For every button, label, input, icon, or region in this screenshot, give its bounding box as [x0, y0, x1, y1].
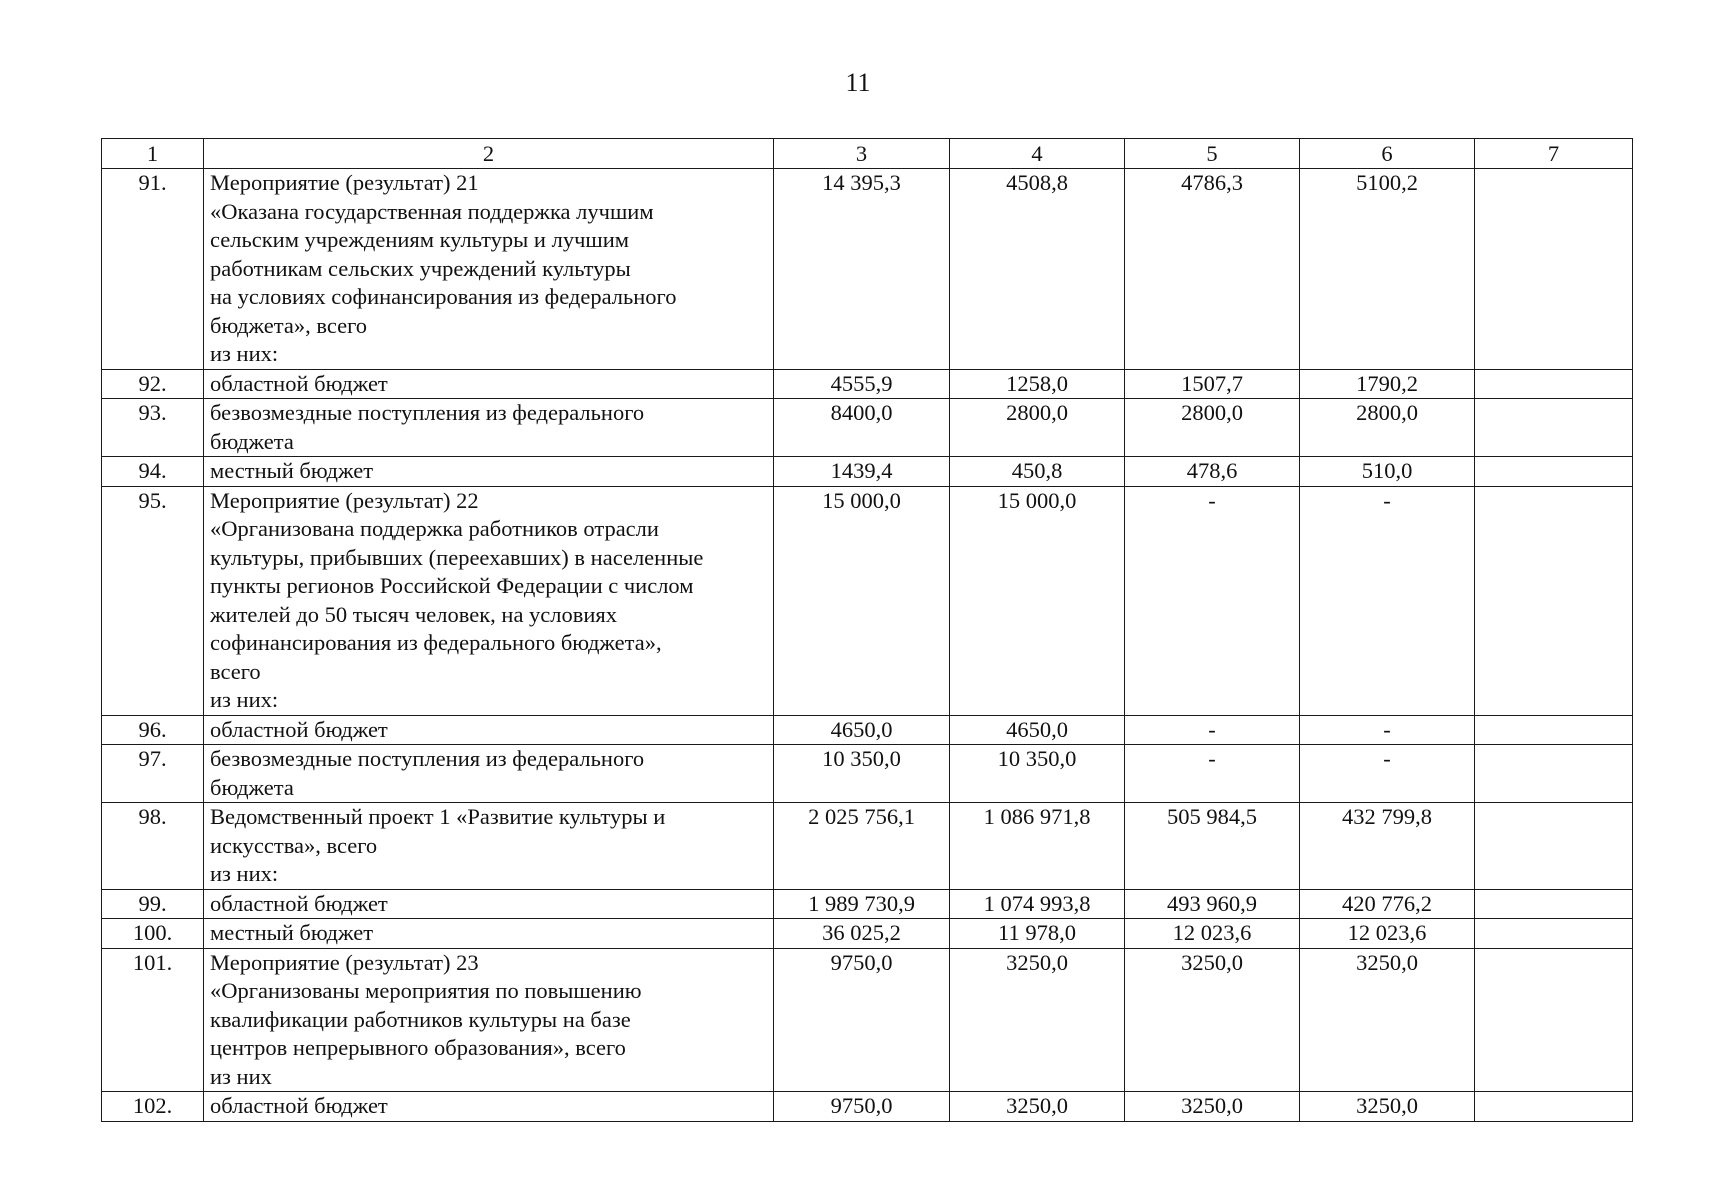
value-cell-7	[1475, 745, 1633, 803]
row-name-line: Мероприятие (результат) 22	[210, 487, 479, 513]
row-name-line: сельским учреждениям культуры и лучшим	[210, 227, 629, 252]
value-cell-5: -	[1125, 486, 1300, 715]
row-number-cell: 96.	[102, 715, 204, 745]
row-name-line: безвозмездные поступления из федерального	[210, 400, 645, 425]
row-name-cell	[204, 889, 774, 919]
value-cell-6: 510,0	[1300, 457, 1475, 487]
row-number-cell: 97.	[102, 745, 204, 803]
row-name-cell	[204, 948, 774, 1092]
value-cell-7	[1475, 486, 1633, 715]
row-number-cell: 92.	[102, 369, 204, 399]
row-name-line: Ведомственный проект 1 «Развитие культуры и	[210, 804, 666, 829]
value-cell-4: 2800,0	[950, 399, 1125, 457]
value-cell-4: 4508,8	[950, 169, 1125, 370]
value-cell-3: 15 000,0	[774, 486, 950, 715]
header-cell-2: 2	[204, 139, 774, 169]
value-cell-4: 1258,0	[950, 369, 1125, 399]
value-cell-3: 14 395,3	[774, 169, 950, 370]
table-row	[102, 169, 1633, 370]
value-cell-6: 3250,0	[1300, 948, 1475, 1092]
row-name-line: бюджета», всего	[210, 312, 368, 338]
value-cell-3: 4555,9	[774, 369, 950, 399]
value-cell-5: 3250,0	[1125, 1092, 1300, 1122]
row-name-line: безвозмездные поступления из федерального	[210, 746, 645, 771]
value-cell-4: 10 350,0	[950, 745, 1125, 803]
row-name-line: из них:	[210, 687, 279, 712]
row-name-line: из них:	[210, 861, 279, 886]
value-cell-4: 1 074 993,8	[950, 889, 1125, 919]
row-name-line: бюджета	[210, 774, 294, 800]
row-name-line: из них:	[210, 341, 279, 366]
table-row	[102, 745, 1633, 803]
row-name-line: областной бюджет	[210, 890, 388, 916]
table-row	[102, 369, 1633, 399]
row-number-cell: 93.	[102, 399, 204, 457]
row-name-line: местный бюджет	[210, 920, 374, 945]
value-cell-4: 4650,0	[950, 715, 1125, 745]
row-name-cell	[204, 486, 774, 715]
row-name-cell	[204, 169, 774, 370]
row-name-line: культуры, прибывших (переехавших) в населенные	[210, 544, 704, 570]
budget-table	[101, 138, 1633, 1122]
row-name-line: «Организованы мероприятия по повышению	[210, 978, 642, 1003]
row-name-line: софинансирования из федерального бюджета»,	[210, 630, 662, 655]
value-cell-5: 12 023,6	[1125, 919, 1300, 949]
value-cell-6: 1790,2	[1300, 369, 1475, 399]
value-cell-6: -	[1300, 486, 1475, 715]
row-name-line: из них	[210, 1063, 272, 1089]
header-cell-1: 1	[102, 139, 204, 169]
value-cell-3: 36 025,2	[774, 919, 950, 949]
value-cell-3: 9750,0	[774, 1092, 950, 1122]
value-cell-4: 11 978,0	[950, 919, 1125, 949]
table-row	[102, 889, 1633, 919]
header-cell-6: 6	[1300, 139, 1475, 169]
value-cell-6: 432 799,8	[1300, 803, 1475, 890]
value-cell-4: 3250,0	[950, 1092, 1125, 1122]
value-cell-4: 450,8	[950, 457, 1125, 487]
row-name-line: искусства», всего	[210, 832, 378, 858]
row-name-cell	[204, 457, 774, 487]
value-cell-5: 1507,7	[1125, 369, 1300, 399]
value-cell-3: 8400,0	[774, 399, 950, 457]
row-name-cell	[204, 715, 774, 745]
table-row	[102, 1092, 1633, 1122]
value-cell-7	[1475, 457, 1633, 487]
value-cell-6: 12 023,6	[1300, 919, 1475, 949]
row-name-line: «Оказана государственная поддержка лучшим	[210, 198, 654, 224]
value-cell-5: 478,6	[1125, 457, 1300, 487]
row-number-cell: 101.	[102, 948, 204, 1092]
header-cell-7: 7	[1475, 139, 1633, 169]
value-cell-6: 420 776,2	[1300, 889, 1475, 919]
table-row	[102, 948, 1633, 1092]
value-cell-7	[1475, 803, 1633, 890]
header-cell-4: 4	[950, 139, 1125, 169]
value-cell-6: -	[1300, 745, 1475, 803]
table-row	[102, 486, 1633, 715]
table-row	[102, 399, 1633, 457]
page-number: 11	[845, 68, 871, 97]
value-cell-4: 3250,0	[950, 948, 1125, 1092]
value-cell-6: 2800,0	[1300, 399, 1475, 457]
header-cell-5: 5	[1125, 139, 1300, 169]
row-number-cell: 95.	[102, 486, 204, 715]
value-cell-7	[1475, 169, 1633, 370]
value-cell-5: 2800,0	[1125, 399, 1300, 457]
row-number-cell: 99.	[102, 889, 204, 919]
row-name-line: Мероприятие (результат) 23	[210, 949, 479, 975]
row-name-cell	[204, 803, 774, 890]
row-name-cell	[204, 745, 774, 803]
value-cell-6: 5100,2	[1300, 169, 1475, 370]
value-cell-5: 4786,3	[1125, 169, 1300, 370]
row-name-cell	[204, 399, 774, 457]
row-name-cell	[204, 919, 774, 949]
value-cell-6: -	[1300, 715, 1475, 745]
row-name-line: областной бюджет	[210, 1093, 388, 1118]
row-name-cell	[204, 369, 774, 399]
header-cell-3: 3	[774, 139, 950, 169]
value-cell-3: 1 989 730,9	[774, 889, 950, 919]
table-row	[102, 715, 1633, 745]
row-name-line: «Организована поддержка работников отрасли	[210, 516, 659, 541]
value-cell-4: 15 000,0	[950, 486, 1125, 715]
row-name-line: центров непрерывного образования», всего	[210, 1035, 626, 1060]
value-cell-3: 10 350,0	[774, 745, 950, 803]
row-name-line: бюджета	[210, 428, 294, 454]
table-header-row	[102, 139, 1633, 169]
row-name-line: Мероприятие (результат) 21	[210, 170, 479, 195]
row-name-line: на условиях софинансирования из федерального	[210, 284, 677, 309]
row-name-line: квалификации работников культуры на базе	[210, 1006, 631, 1032]
value-cell-7	[1475, 1092, 1633, 1122]
value-cell-5: 3250,0	[1125, 948, 1300, 1092]
table-row	[102, 803, 1633, 890]
value-cell-6: 3250,0	[1300, 1092, 1475, 1122]
value-cell-3: 2 025 756,1	[774, 803, 950, 890]
value-cell-5: -	[1125, 715, 1300, 745]
row-number-cell: 100.	[102, 919, 204, 949]
value-cell-7	[1475, 369, 1633, 399]
value-cell-5: 505 984,5	[1125, 803, 1300, 890]
value-cell-3: 1439,4	[774, 457, 950, 487]
row-number-cell: 94.	[102, 457, 204, 487]
row-name-line: работникам сельских учреждений культуры	[210, 255, 631, 281]
row-number-cell: 91.	[102, 169, 204, 370]
value-cell-7	[1475, 889, 1633, 919]
value-cell-3: 4650,0	[774, 715, 950, 745]
row-name-line: местный бюджет	[210, 458, 374, 483]
row-number-cell: 102.	[102, 1092, 204, 1122]
row-name-line: пункты регионов Российской Федерации с числом	[210, 573, 694, 598]
value-cell-7	[1475, 715, 1633, 745]
value-cell-4: 1 086 971,8	[950, 803, 1125, 890]
value-cell-3: 9750,0	[774, 948, 950, 1092]
value-cell-7	[1475, 919, 1633, 949]
value-cell-5: -	[1125, 745, 1300, 803]
row-name-line: областной бюджет	[210, 370, 388, 396]
value-cell-5: 493 960,9	[1125, 889, 1300, 919]
row-name-line: всего	[210, 658, 261, 684]
value-cell-7	[1475, 399, 1633, 457]
row-name-line: областной бюджет	[210, 716, 388, 742]
row-number-cell: 98.	[102, 803, 204, 890]
row-name-cell	[204, 1092, 774, 1122]
table-row	[102, 457, 1633, 487]
row-name-line: жителей до 50 тысяч человек, на условиях	[210, 601, 618, 627]
value-cell-7	[1475, 948, 1633, 1092]
table-row	[102, 919, 1633, 949]
